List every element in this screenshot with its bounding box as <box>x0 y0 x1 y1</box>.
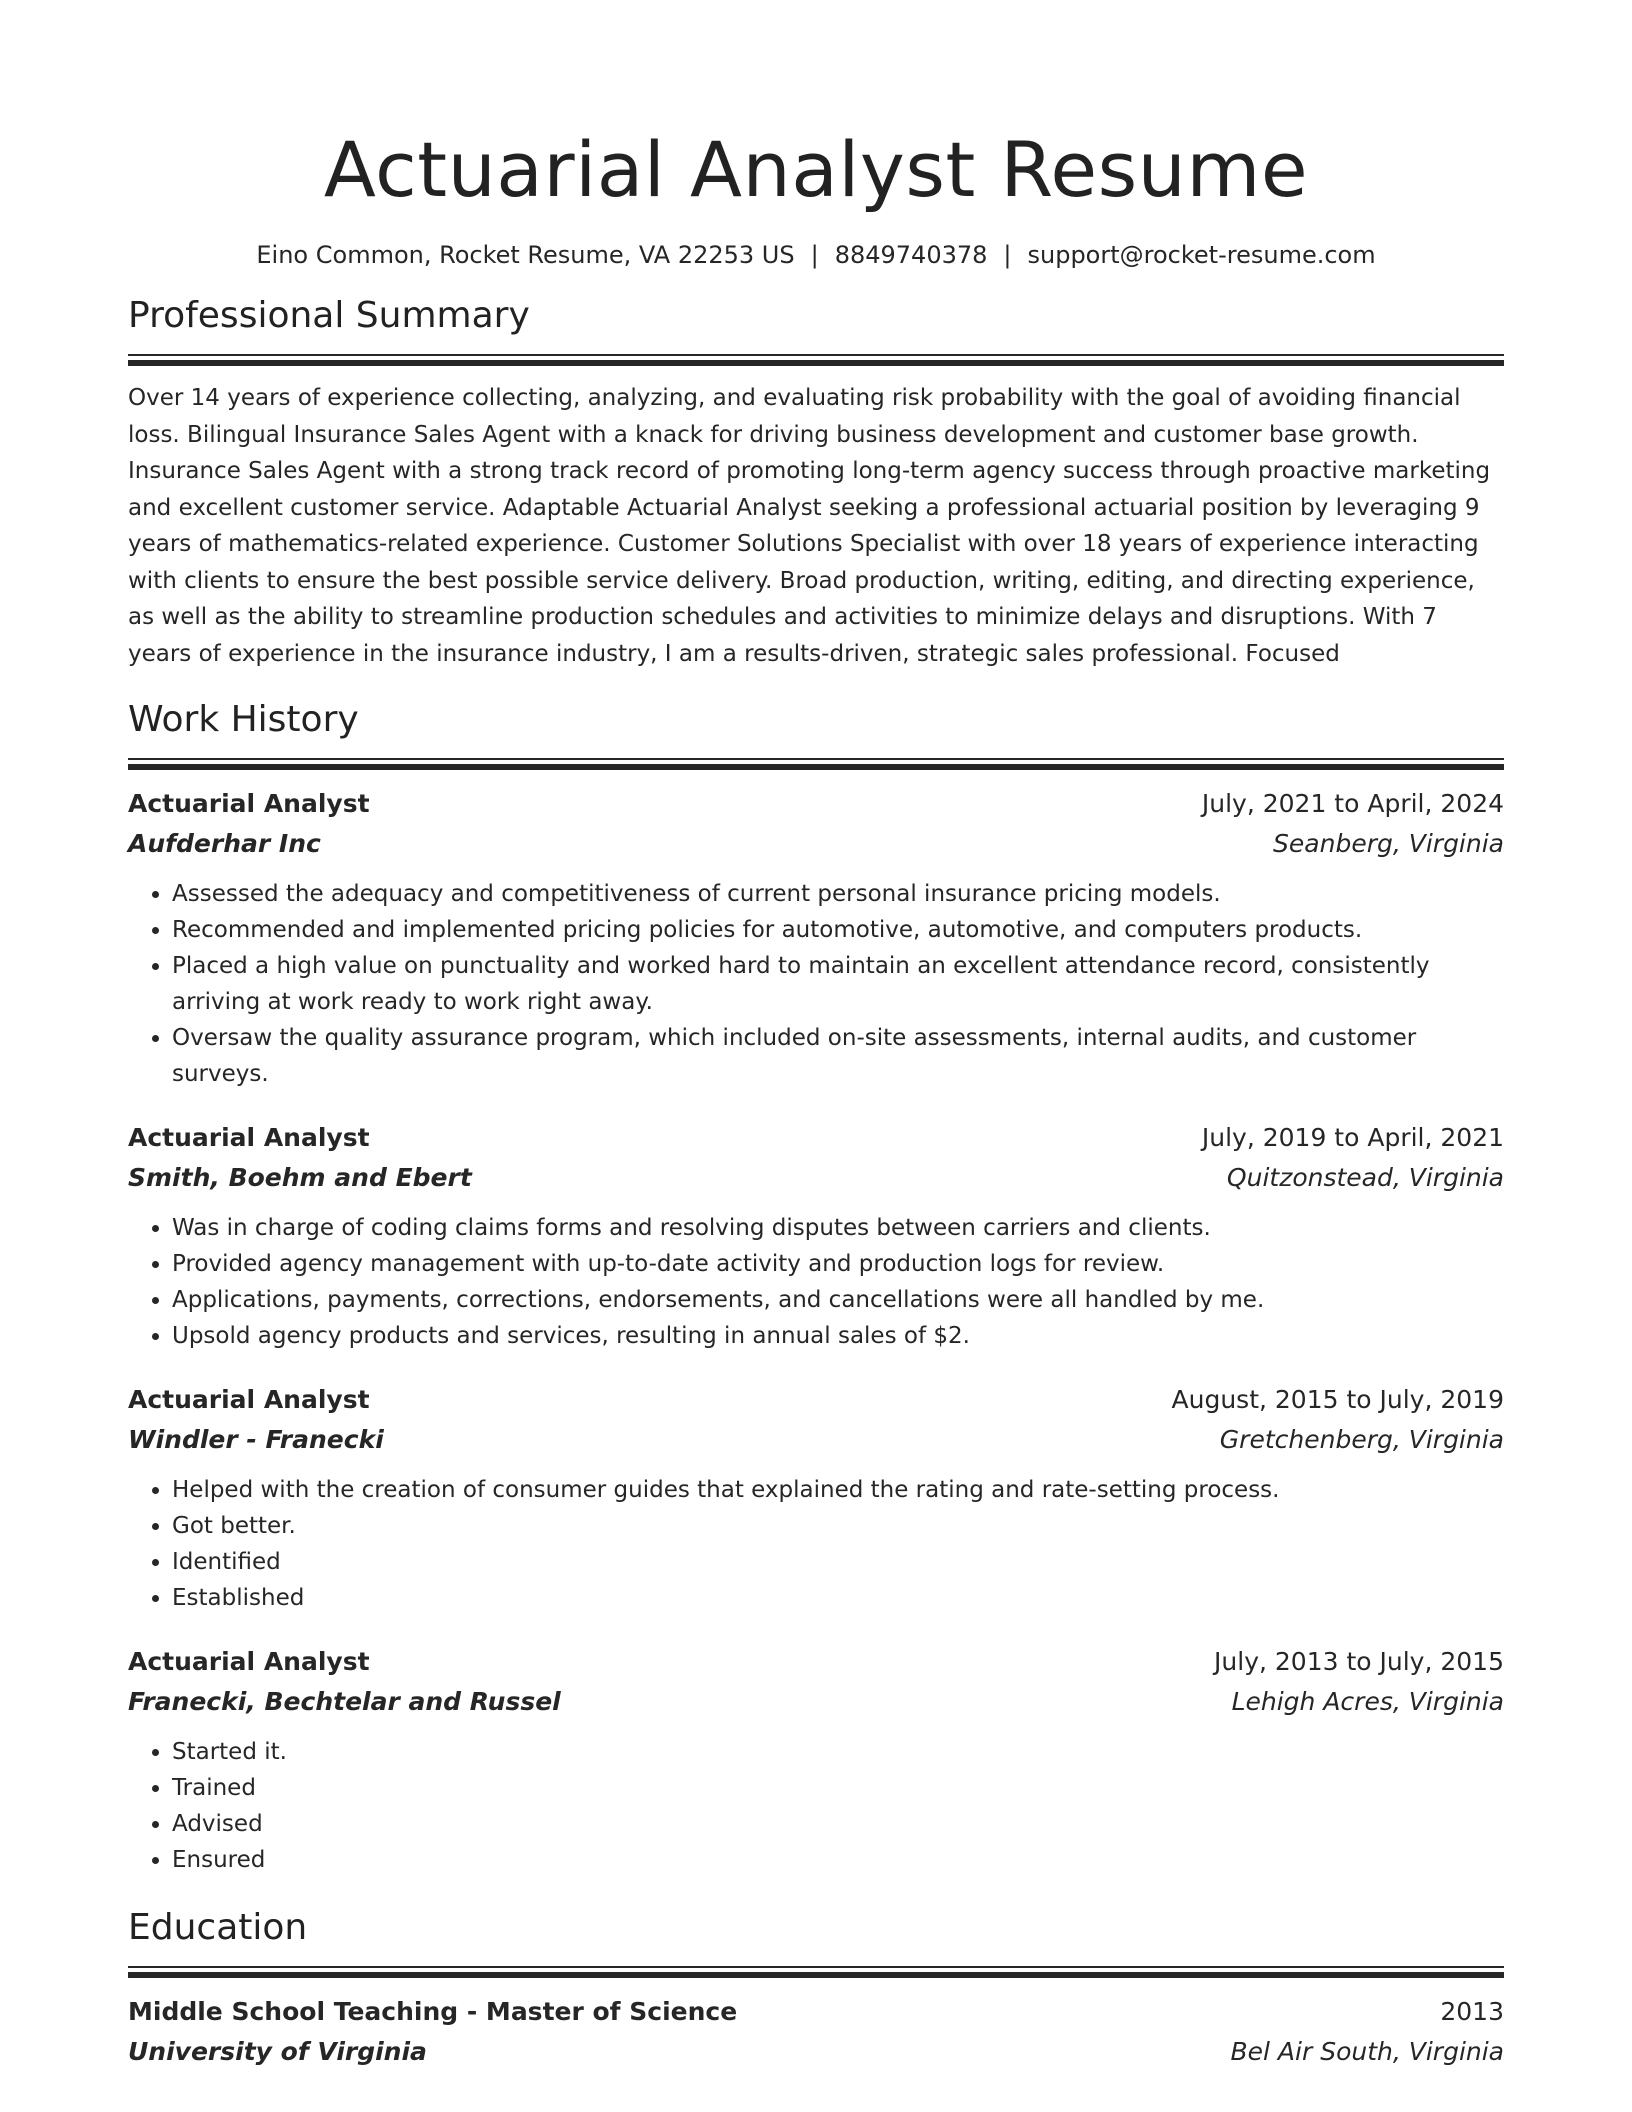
job-bullet-list <box>128 876 1504 1092</box>
job-dates: August, 2015 to July, 2019 <box>1171 1385 1504 1414</box>
job-dates: July, 2019 to April, 2021 <box>1201 1123 1504 1152</box>
section-divider <box>128 758 1504 770</box>
contact-separator: | <box>1003 241 1012 269</box>
contact-separator: | <box>810 241 819 269</box>
summary-text: Over 14 years of experience collecting, analyzing, and evaluating risk probability with the goal of avoiding financial loss. Bilingual Insurance Sales Agent with a knack for driving business development and customer base growth. Insurance Sales Agent with a strong track record of promoting long-term agency success through proactive marketing and excellent customer service. Adaptable Actuarial Analyst seeking a professional actuarial position by leveraging 9 years of mathematics-related experience. Customer Solutions Specialist with over 18 years of experience interacting with clients to ensure the best possible service delivery. Broad production, writing, editing, and directing experience, as well as the ability to streamline production schedules and activities to minimize delays and disruptions. With 7 years of experience in the insurance industry, I am a results-driven, strategic sales professional. Focused <box>128 385 1491 667</box>
job-bullet: • Established <box>172 1580 1504 1616</box>
job-bullet: • Provided agency management with up-to-date activity and production logs for review. <box>172 1246 1504 1282</box>
job-entry <box>128 1118 1504 1354</box>
job-location: Gretchenberg, Virginia <box>1219 1425 1504 1454</box>
education-degree: Middle School Teaching - Master of Science <box>128 1997 738 2026</box>
job-bullet: • Oversaw the quality assurance program, which included on-site assessments, internal audits, and customer surveys. <box>172 1020 1504 1092</box>
job-location: Quitzonstead, Virginia <box>1226 1163 1504 1192</box>
education-location: Bel Air South, Virginia <box>1230 2037 1504 2066</box>
job-list <box>128 784 1504 1878</box>
job-title: Actuarial Analyst <box>128 789 370 818</box>
job-location: Seanberg, Virginia <box>1273 829 1504 858</box>
job-bullet: • Assessed the adequacy and competitiveness of current personal insurance pricing models. <box>172 876 1504 912</box>
job-bullet: • Identified <box>172 1544 1504 1580</box>
job-title: Actuarial Analyst <box>128 1647 370 1676</box>
job-company: Aufderhar Inc <box>128 829 321 858</box>
job-bullet-list <box>128 1472 1504 1616</box>
contact-phone: 8849740378 <box>834 241 988 269</box>
job-bullet: • Started it. <box>172 1734 1504 1770</box>
education-heading: Education <box>128 1907 308 1948</box>
job-dates: July, 2013 to July, 2015 <box>1214 1647 1504 1676</box>
job-bullet: • Advised <box>172 1806 1504 1842</box>
contact-line <box>128 238 1504 272</box>
contact-address: Eino Common, Rocket Resume, VA 22253 US <box>256 241 795 269</box>
section-divider <box>128 1966 1504 1978</box>
job-bullet: • Trained <box>172 1770 1504 1806</box>
job-bullet: • Was in charge of coding claims forms and resolving disputes between carriers and clients. <box>172 1210 1504 1246</box>
job-bullet: • Helped with the creation of consumer guides that explained the rating and rate-setting process. <box>172 1472 1504 1508</box>
resume-page <box>128 0 1504 2072</box>
job-company: Franecki, Bechtelar and Russel <box>128 1687 561 1716</box>
job-bullet-list <box>128 1210 1504 1354</box>
education-year: 2013 <box>1440 1997 1504 2026</box>
section-divider <box>128 354 1504 366</box>
education-entry <box>128 1992 1504 2072</box>
summary-section <box>128 292 1504 672</box>
job-location: Lehigh Acres, Virginia <box>1231 1687 1504 1716</box>
job-company: Smith, Boehm and Ebert <box>128 1163 472 1192</box>
job-entry <box>128 1642 1504 1878</box>
job-dates: July, 2021 to April, 2024 <box>1201 789 1504 818</box>
job-bullet: • Ensured <box>172 1842 1504 1878</box>
summary-heading: Professional Summary <box>128 295 530 336</box>
page-title: Actuarial Analyst Resume <box>323 125 1309 214</box>
job-bullet: • Recommended and implemented pricing policies for automotive, automotive, and computers products. <box>172 912 1504 948</box>
job-bullet: • Placed a high value on punctuality and worked hard to maintain an excellent attendance record, consistently arriving at work ready to work right away. <box>172 948 1504 1020</box>
job-entry <box>128 1380 1504 1616</box>
job-bullet-list <box>128 1734 1504 1878</box>
job-company: Windler - Franecki <box>128 1425 384 1454</box>
contact-email: support@rocket-resume.com <box>1027 241 1376 269</box>
education-section <box>128 1904 1504 2072</box>
work-history-heading: Work History <box>128 699 359 740</box>
job-bullet: • Got better. <box>172 1508 1504 1544</box>
job-title: Actuarial Analyst <box>128 1123 370 1152</box>
job-entry <box>128 784 1504 1092</box>
job-title: Actuarial Analyst <box>128 1385 370 1414</box>
work-history-section <box>128 696 1504 1878</box>
job-bullet: • Upsold agency products and services, resulting in annual sales of $2. <box>172 1318 1504 1354</box>
education-school: University of Virginia <box>128 2037 427 2066</box>
job-bullet: • Applications, payments, corrections, endorsements, and cancellations were all handled by me. <box>172 1282 1504 1318</box>
